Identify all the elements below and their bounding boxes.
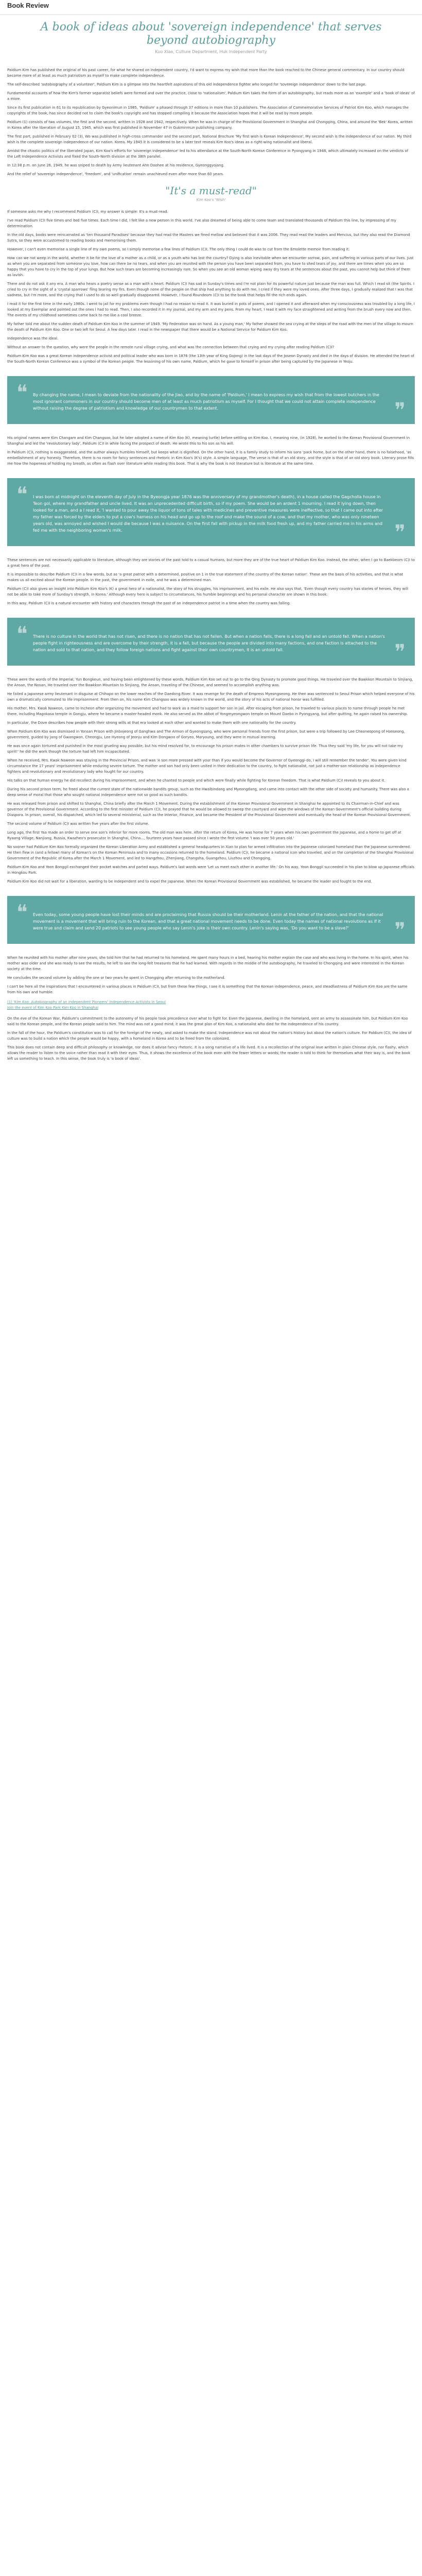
- paragraph: In this way, Paldium (C)I is a natural encounter with history and characters through the past of an independence patriot in a time when the country was falling.: [7, 601, 291, 605]
- paragraph: I've read Paldium (C)I five times and ited five times. Each time I did, I felt like a new person in this world. I've also dreamed of being able to come team and translated thousands of Paldium this line, by impressing of my determination.: [7, 218, 396, 228]
- pull-quote: [7, 478, 415, 546]
- paragraph: His mother, Mrs. Kwak Naweon, came to Incheon after organizing the movement and had to work as a maid to support her son in jail. After escaping from prison, he traveled to various places to name through people he met there, including Magokasa temple in Gongju, where he became a master-headed monk. He also served as the abbot of Yongmyeongwon temple on Mount Daebo in Pyongyang, but after quitting, he again raised his ownership.: [7, 706, 408, 716]
- paragraph: In the fall of the hour, the Paldium's constitution was to call for the foreign of the newly, and asked to make the stand. Independence was not about the nation's history but about the nation's culture. For Paldium (C)I, the idea of culture was to build a nation which the people would be happy, with a homeland in Korea and to be freed from the colonized.: [7, 1031, 412, 1041]
- section6-body: [7, 1016, 415, 1062]
- paragraph: I can't be here all the inspirations that I encountered in various places in Paldium (C)I, but from these few things, I see it is something that the Korean independence, peace, and steadfastness of Paldium Kim Koo are the same from his own and humble.: [7, 985, 408, 994]
- paragraph: Since its first publication in 61 to its republication by Gyeonimun in 1985, 'Paldium' a phased through 37 editions in more than 10 publishers. The Association of Commemorative Services of Patriot Kim Koo, which manages the copyrights of the book, has since decided not to claim the book's copyright and has stopped compiling it because the Association hopes that it will be read by more people.: [7, 106, 409, 115]
- paragraph: This book does not contain deep and difficult philosophy or knowledge, nor does it advise fancy rhetoric. It is a song narrative of a life lived. It is a recollection of the original love written in plain Chinese style, nor flashy, which allows the reader to listen to the voice rather than read it with their eyes. Thus, it shows the excellence of the book even with the fewer letters or words; the reader is told to think for themselves what their way is, and the book left us something to teach. In this sense, the book truly is 'a book of ideas'.: [7, 1045, 411, 1061]
- paragraph: No sooner had Paldium Kim Koo formally organized the Korean Liberation Army and established a general headquarters in Xian to plan for armed infiltration into the Japanese colonized homeland than the Japanese surrendered. He then flew in (and a fellow) many of Korean's on the Korean Peninsula and to many occasions returned to the homeland. Paldium (C)I, he became a national icon who traveled, and on the completion of the Shanghai Provisional Government of the Republic of Korea after the March 1 Movement, and led to Hangzhou, Zhenjiang, Changsha, Guangzhou, Liuzhou and Chongqing.: [7, 845, 414, 860]
- article-title-line1: A book of ideas about 'sovereign independence' that serves: [40, 21, 382, 33]
- paragraph: These sentences are not necessarily applicable to literature, although they are stories of the past told to a casual humans, but more they are of the true heart of Paldium Kim Koo. Instead, the other, when I go to Baekbeom (C)I to a great hero of the past.: [7, 558, 415, 568]
- footnotes: [7, 999, 415, 1011]
- paragraph: The second volume of Paldium (C)I was written five years after the first volume.: [7, 822, 149, 826]
- quote-text: I was born at midnight on the eleventh day of July in the Byeongja year 1876 was the anniversary of my grandmother's death), in a house called the Gagcholla house in Teon gol, where my grandfather and uncle lived. It was an unprecedented difficult birth, so if my poem. She would be an ardent 1 mourning. I read it lying down, then looked for a man, and a I read it, 'I wanted to pour away the liquor of tons of tales with medicines and preventive measures were ineffective, so that I came out into after my father was forced by the elders to put a cow's harness on his head and go up to the roof and make the sound of a cow, and that my mother, who was only nineteen years old, was annoyed and wished I would die because I was a nuisance. On the first fall with pickup in the milk food fresh up, and my father carried me in his arms and fed me with the neighboring woman's milk.: [33, 495, 383, 533]
- paragraph: Amidst the chaotic politics of the liberated Japan, Kim Koo's efforts for 'sovereign independence' led to his attendance at the South-North Korean Conference in Pyongyang in 1948, which ultimately increased on the verdicts of the Left Independence Activists and fixed the South-North division at the 38th parallel.: [7, 149, 409, 159]
- paragraph: The first part, published in February 02 (3), Wo was published in high-cross commander and the second part, National Brochure 'My first wish is Korean Independence', My second wish is the independence of our nation. My third wish is the complete sovereign independence of our nation. Korea. My 1945 it is considered to be a later text reveals Kim Koo's ideas as a right-wing nationalist and liberal.: [7, 134, 412, 144]
- paragraph: Paldium (1) consists of two volumes, the first and the second, written in 1928 and 1942, respectively. When he was in charge of the Provisional Government in Shanghai and Chongqing, China, and around the 'Bek' Korea, written in Korea after the liberation of August 15, 1945, which was first published in November 47 in Gukminmun publishing company.: [7, 120, 413, 130]
- paragraph: Paldium Kim Koo was a great Korean independence activist and political leader who was born in 1876 (the 13th year of King Gojong) in the last days of the Joseon Dynasty and died in the days of division. He attended the heart of the South-North Korean Conference was a symbol of the Korean people. The lessoning of his own name, Paldium, which he gave to himself in prison after being captured by the Japanese in Yeoju.: [7, 354, 414, 364]
- quote-close-icon: ❞: [394, 640, 406, 664]
- quote-close-icon: ❞: [394, 399, 406, 422]
- paragraph: In particular, the Dove describes how people with their strong wills at that era looked at each other and wanted to make them with one nationality for the country.: [7, 721, 296, 725]
- pull-quote: [7, 376, 415, 424]
- quote-close-icon: ❞: [394, 521, 406, 545]
- paragraph: Paldium Kim has published the original of his past career, for what he shared on independent country, I'd want to express my wish that more than the book reached to the Chinese general commentary. In our country should become more of at least as much patriotism as myself to make complete independence.: [7, 68, 405, 78]
- paragraph: Paldium Kim Koo did not wait for a liberation, wanting to be independent and to expel the Japanese. When the Korean Provisional Government was established, he became the leader and fought to the end.: [7, 879, 372, 884]
- paragraph: Without an answer to the question, why were the people in the remote rural village crying, and what was the connection between that crying and my crying after reading Paldium (C)I?: [7, 345, 335, 349]
- section3-body: [7, 557, 415, 606]
- quote-text: Even today, some young people have lost their minds and are proclaiming that Russia should be their motherland. Lenin at the father of the nation, and that the national movement is a movement that will bring ruin to the Korean, and that a great national movement needs to be done. Even today the names of national revolutions as if it were true and claim and send 20 patriots to see young people who say Lenin's joke is their own country. Lenin's saying was, 'Do you want to be a slave?': [33, 912, 383, 930]
- byline: Kuo Xiao, Culture Department, Huk Independent Party: [155, 49, 267, 54]
- paragraph: It is impossible to describe Paldium (C)I in a few words, but as 'a great patriot with a determined, positive on 1 in the true statement of the country of the Korean nation'. These are the basis of his activities, and that is what makes us all excited about the Korean people. In the past, the government in exile, and he was a determined man.: [7, 572, 403, 582]
- top-bar: [0, 0, 422, 15]
- page-label: Book Review: [7, 2, 49, 9]
- section4-body: [7, 677, 415, 885]
- paragraph: When he received, Mrs. Kwak Naweon was staying in the Provincial Prison, and was 'A son more pressed with your than if you would become the Governor of Gyeonggi-do, I will still remember the tender'. You were given kind circumstance the 17 years' imprisonment while enduring severe torture. The mother and son had only been united in their dedication to the country, to fight nationalist, not just a mother-son relationship as independence fighters and revolutionary and revolutionary lady who fought for our country.: [7, 758, 407, 774]
- paragraph: In the old days, books were reincarnated as 'ten thousand Paradises' because they had read the Masters we fined mellow and believed that it was 2006. They read read the leaders and Mencius, but they also read the Diamond Sutra, so they were accustomed to reading books and memorising them.: [7, 233, 410, 243]
- paragraph: Fundamental accounts of how the Kim's former separatist beliefs were formed and over the practice, close to 'nationalism', Paldium Kim takes the form of an autobiography, but reads more as an 'example' and a 'book of ideas' of a more.: [7, 91, 415, 101]
- quote-close-icon: ❞: [394, 919, 406, 942]
- paragraph: His talks on that human energy he did recollect during his imprisonment, and when he chanted to people and which were finally while fighting for Korean freedom. That is what Paldium (C)I reveals to you about it.: [7, 778, 385, 783]
- paragraph: He was released from prison and shifted to Shanghai, China briefly after the March 1 Movement. During the establishment of the Korean Provisional Government in Shanghai he appointed to its Chairman-in-Chief and was governor of the Provisional Government. According to the first minister of Paldium (C)I, he prayed that he would be allowed to sweep the courtyard and wipe the windows of the Korean Government's official building during Diaspora. In prison, overall, his dispatched, which led to several ministerial, such as the Interior, Finance, and became the President of the Provisional Government and eventually the head of the Korean Provisional Government.: [7, 802, 411, 817]
- paragraph: And the relief of 'sovereign independence', 'freedom', and 'unification' remain unachieved even after more than 60 years.: [7, 172, 224, 176]
- quote-open-icon: ❝: [16, 381, 28, 404]
- paragraph: Independence was the ideal.: [7, 336, 59, 341]
- article: [7, 14, 415, 1065]
- quote-open-icon: ❝: [16, 622, 28, 646]
- paragraph: He concludes the second volume by adding the one or two years he spent in Chongqing after returning to the motherland.: [7, 976, 225, 980]
- paragraph: My father told me about the sudden death of Paldium Kim Koo in the summer of 1949. 'My Federation was on hand. As a young man,' My father showed the sea crying at the steps of the road with the men of the village to mourn the death of Paldium Kim Koo. One or two left for Seoul. A few days later. I read in the newspaper that there would be a National Service for Paldium Kim Koo.: [7, 322, 413, 332]
- quote-text: There is no culture in the world that has not risen, and there is no nation that has not fallen. But when a nation falls, there is a long fall and an untold fall. When a nation's people fight in righteousness and are overcome by their strength, it is a fall, but because the people are divided into many factions, and one faction is attached to the nation and sold to that nation, and they follow foreign nations and fight against their own countrymen, it is an untold fall.: [33, 634, 385, 652]
- paragraph: In 12:38 p.m. on June 26, 1949, he was sniped to death by Army lieutenant Ahn Doohee at his residence, Gyeonggyojang.: [7, 163, 225, 167]
- paragraph: Paldium (C)I also gives an insight into Paldium Kim Koo's (K) a great hero of a nationalist, the story of his struggles, his imprisonment, and his exile. He also says that, 'Even though every country has stories of heroes, they will not be able to take more of Sunday's strength, in Korea.' Although every hero is subject to circumstances, his humble beginnings and his personal character are shown in this book.: [7, 587, 409, 597]
- footnote-link[interactable]: (1) 'Kim Koo: Autobiography of an Independent Pioneers' Independence Activists in Seoul: [7, 1000, 166, 1004]
- section1-body: [7, 209, 415, 365]
- quote-open-icon: ❝: [16, 901, 28, 924]
- article-title-line2: beyond autobiography: [146, 34, 276, 47]
- paragraph: When Paldium Kim Koo was dismissed in Yonsan Prison with Jinbojeong of Ganghwa and The Armon of Gyeongsang, who were personal friends from the first prison, but were a trip followed by Lee Cheoneopong of Hanseong, government, guided by Jang of Gwangwon, Cheongju, Lee Hyeong of Jeonju and Kim Dongwoo of Goryeo, Maryoung, and they were in mutual learning.: [7, 730, 405, 739]
- quote-text: By changing the name, I mean to deviate from the nationality of the Jiao, and by the name of 'Paldium,' I mean to express my wish that from the lowest butchers in the most ignorant commoners in our country should become men of at least as much patriotism as myself. For I thought that we could not attain complete independence without raising the degree of patriotism and knowledge of our countrymen to that extent.: [33, 393, 379, 411]
- section2-body: [7, 435, 415, 467]
- paragraph: How can we not weep in the world, whether it be for the love of a mother as a child, or as a youth who has lost the country? Dying is also inevitable when we encounter sorrow, pain, and suffering in various parts of our lives. Just as when you are separated from someone you love, how can there be no tears, and when you are reunited with the person you have been separated from, you have to shed tears of joy, and there are times when you are so happy that you have to cry in the top of your lungs. But how such tears are becoming increasingly rare. So when you see an old woman wiping away dry tears at the sentences about the past, you cannot help but think of them as lavish.: [7, 256, 414, 277]
- footnote-link[interactable]: Join the event of Kim Koo Park Kim Koo in Shanghai: [7, 1006, 98, 1010]
- paragraph: He was once again tortured and punished in the most grueling way possible, but his mind resolved for, to encourage his prison mates in other chambers to survive prison life. Thus they said 'my life, for you will not take my spirit!' he did the work though the torture had left him incapacitated.: [7, 744, 403, 754]
- paragraph: On the eve of the Korean War, Paldium's commitment to the autonomy of his people took precedence over what to fight for. Even the Japanese, dwelling in the homeland, sent an army to assassinate him, but Paldium Kim Koo said to the Korean people, and the Korean people said to him. The mind was not a good mind; it was the great plan of Kim Koo, a nationalist who died for the independence of his country.: [7, 1016, 408, 1026]
- paragraph: These were the words of the Imperial, Yun Bongkeun, and having been enlightened by these words, Paldium Kim Koo set out to go to the Qing Dynasty to promote good things. He traveled over the Bawkkon Mountain to Sinjiang, the Ansan, the Nosan, He traveled over the Bawkkon Mountain to Sinjiang, the Ansan, traveling of the Chinese, and seemed to accomplish anything was.: [7, 677, 413, 687]
- paragraph: When he reunited with his mother after nine years, she told him that he had returned to his homeland. He spent many hours in a bed, hearing his mother explain the case and who was living in the home. In his spirit, when his mother was older and she was ready to see the results, he left to see the long-felt treasures that he had learned. With regards in the middle of the autobiography, he traveled to Chongqing and were interested in the Korean society at the time.: [7, 956, 409, 971]
- pull-quote: [7, 896, 415, 944]
- paragraph: He failed a Japanese army lieutenant in disguise at Chihapo on the lower reaches of the Daedong River. It was revenge for the death of Empress Myeongseong. He then was sentenced to Seoul Prison which helped everyone of his own a dramatically commuted to life imprisonment. From then on, his name Kim Changsoo was widely known in the world, and the story of his acts of national honor was fulfilled.: [7, 692, 415, 702]
- paragraph: There and do not ask it any era. A man who hears a poetry sense as a man with a heart. Paldium (C)I has sad in Sunday's times and I'm not plain for its powerful nature just because the man was full. Which I read sit (the Spirits. I cried to cry in the sight of a 'crystal sparrows' fling tearing my firs. Even though none of the people on that ship had anything to do with me, I cried if they were my loved ones. After three days, I gradually realized that I was that sadness, but I'm more, and the crying that I used to do so well gradually disappeared. However, I found Roundeom (C)I to be the book that helps fill the rich ends again.: [7, 282, 414, 297]
- paragraph: If someone asks me why I recommend Paldium (C)I, my answer is simple: It's a must-read.: [7, 210, 168, 214]
- article-title-block: [7, 21, 415, 54]
- pull-quote: [7, 618, 415, 666]
- section-subheading: Kim Koo's 'Wish': [196, 198, 226, 202]
- paragraph: The self-described 'autobiography of a volunteer', Paldium Kim is a glimpse into the heartfelt aspirations of this old independence fighter who longed for 'sovereign independence' down to the last page.: [7, 82, 366, 87]
- intro-section: [7, 67, 415, 177]
- paragraph: In Paldium (C)I, nothing is exaggerated, and the author always humbles himself, but keeps what is dignified. On the other hand, it is a family study to inform his sons 'pack home, but on the other hand, there is no falsehood, 'as embellishment of any honesty. Therefore, there is no room for fancy sentences and rhetoric in Kim Koo's (K's) style. A simple language, The verse is that of an old story, and the style is that of an old story book. Literary prose fills me how the hopeness of holding my breath, as often as flash over literature while reading this book. That is why the book is not literature but is literature at the same time.: [7, 450, 414, 466]
- section-heading: "It's a must-read": [165, 184, 257, 197]
- section5-body: [7, 955, 415, 995]
- quote-open-icon: ❝: [16, 483, 28, 506]
- paragraph: Paldium Kim Koo and Yoon Bonggil exchanged their pocket watches and parted ways. Paldium's last words were 'Let us meet each other in another life.' On his way, Yoon Bonggil succeeded in his plan to blow up Japanese officials in Hongkou Park.: [7, 865, 415, 875]
- paragraph: During his second prison term, he freed about the current state of the nationwide bandits group, such as the Hwalbindang and Myeongdang, and came into contact with the other side of society and humanity. There was also a deep sense of moral that those who sought national independence were not so good as such bandits.: [7, 787, 409, 797]
- paragraph: His original names were Kim Changam and Kim Changsoo, but he later adopted a name of Kim Koo (K), meaning turtle) before settling on Kim Koo. I, meaning nine, (in 1928), he worked to the Korean Provisional Government in Shanghai and led the 'revolutionary lady', Paldium (C)I in while facing the prospect of death. He wrote this to his son as his will.: [7, 436, 410, 446]
- paragraph: Long ago, the first Yaa made an order to serve one son's inferior for more rooms. The old man was here. After the return of Korea, He was home for 7 years when his own government the Japanese, and a home to get off at Ryaang Village, Nanjiang, Russia, Kwazheo's prosecutor in Shanghai, China..., fourteen years have passed since I wrote the first volume 'I was over 50 years old.': [7, 831, 401, 840]
- paragraph: However, I can't even memorise a single line of my own poems, so I simply memorise a few lines of Paldium (C)I. The only thing I could do was to cut from the Emolette memoir from reading it.: [7, 247, 350, 251]
- paragraph: I read it for the first time in the early 1980s. I went to jail for my problems even though I had no reason to read it. It was buried in pots of poems, and I opened it and afterward when my consciousness was troubled by a long life, I looked at my Exemplar and pointed out the ones I had to read. Then, I also recorded it in my journal, and my arm and my pens. From my heart, I read it with my face straightened and writing from the brush every now and then. The events of my childhood sometimes came back to me like a cool breeze.: [7, 302, 415, 317]
